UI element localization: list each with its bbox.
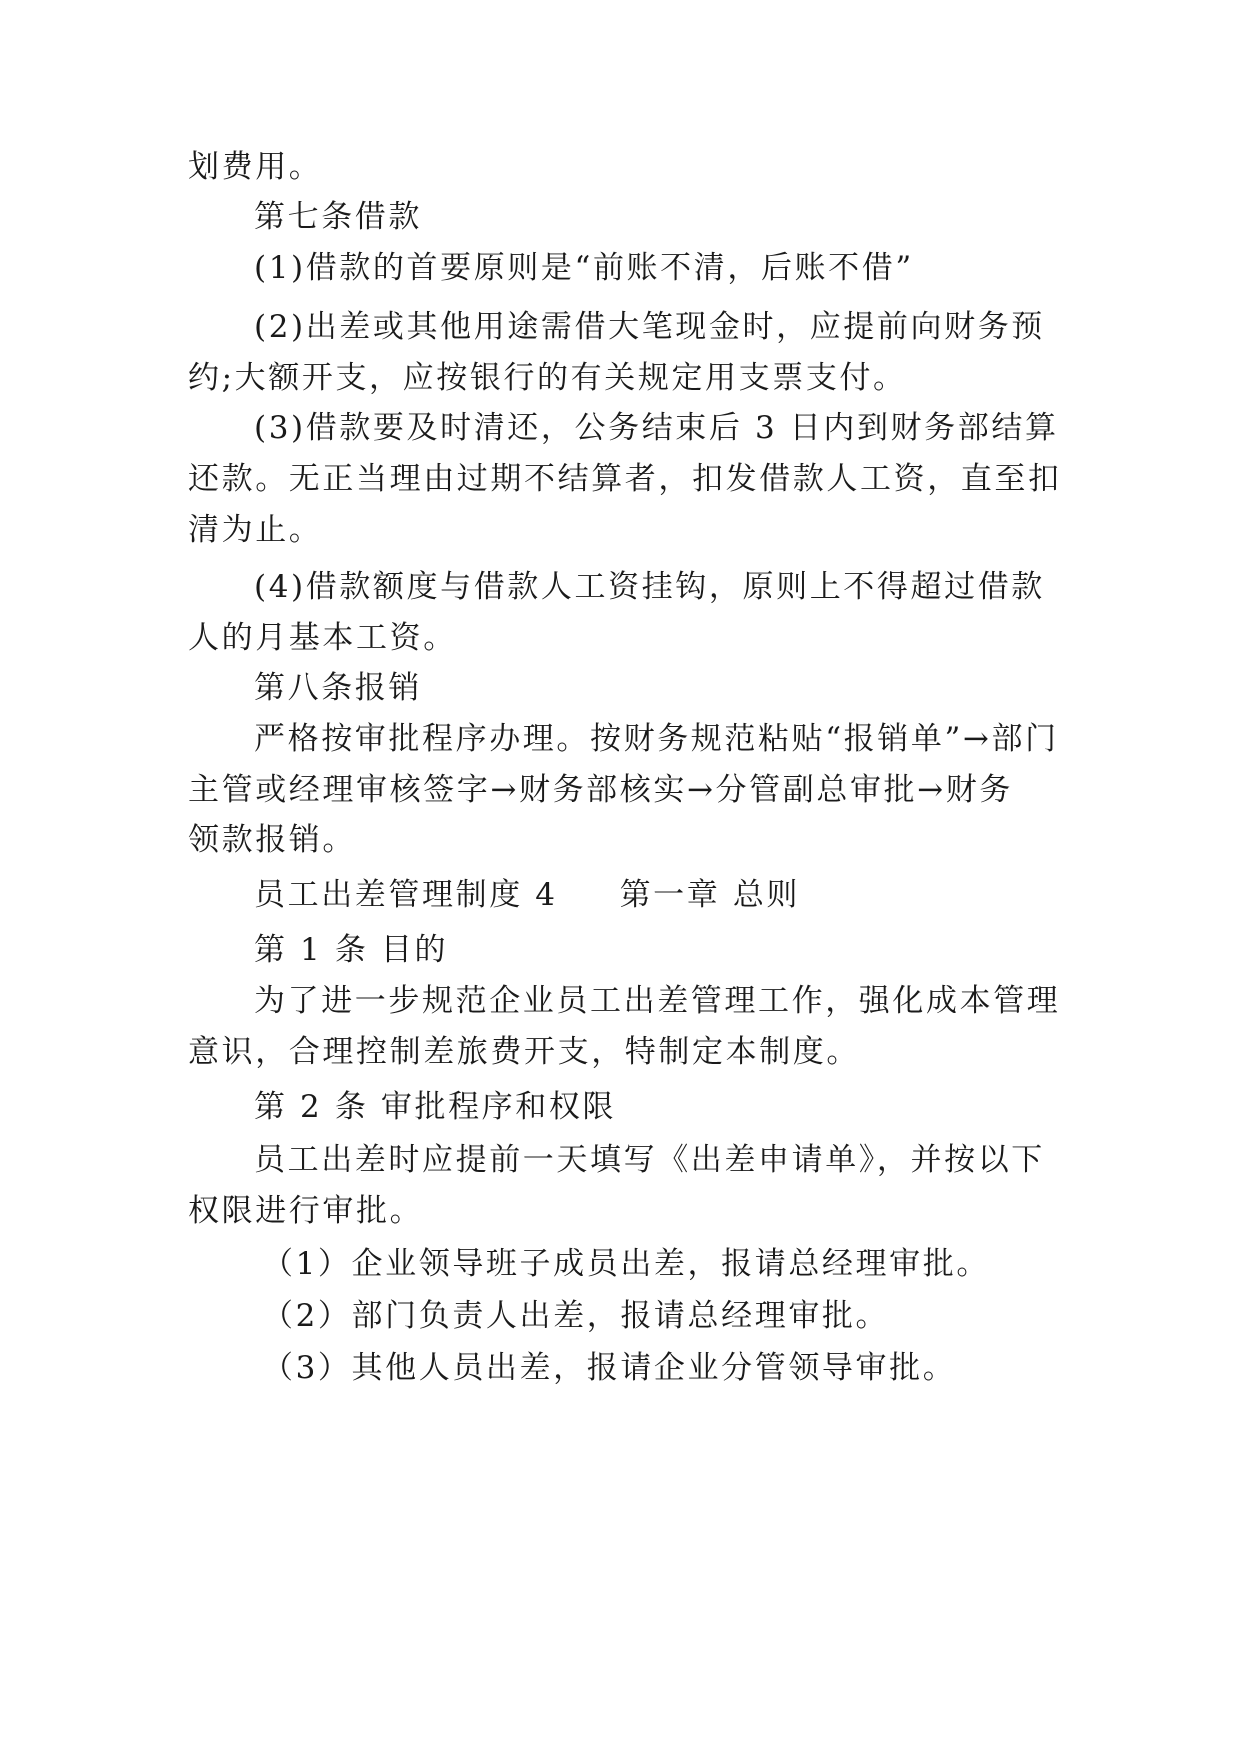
paragraph-line: 清为止。: [188, 512, 323, 548]
paragraph-line: 人的月基本工资。: [188, 620, 457, 656]
document-title: 员工出差管理制度 4: [254, 877, 558, 913]
paragraph-line: 划费用。: [188, 149, 323, 185]
paragraph-line: 还款。无正当理由过期不结算者，扣发借款人工资，直至扣: [188, 461, 1062, 497]
paragraph-line: 权限进行审批。: [188, 1193, 424, 1229]
paragraph-line: 主管或经理审核签字→财务部核实→分管副总审批→财务: [188, 772, 1013, 808]
paragraph-line: 领款报销。: [188, 822, 356, 858]
paragraph-line: 严格按审批程序办理。按财务规范粘贴“报销单”→部门: [254, 721, 1059, 757]
paragraph-line: 意识，合理控制差旅费开支，特制定本制度。: [188, 1034, 860, 1070]
paragraph-line: (4)借款额度与借款人工资挂钩，原则上不得超过借款: [254, 569, 1045, 605]
paragraph-line: 员工出差时应提前一天填写《出差申请单》，并按以下: [254, 1142, 1045, 1178]
section-heading: 第七条借款: [254, 199, 422, 235]
list-item: （1）企业领导班子成员出差，报请总经理审批。: [262, 1246, 990, 1282]
chapter-title: 第一章 总则: [619, 877, 801, 913]
paragraph-line: (2)出差或其他用途需借大笔现金时，应提前向财务预: [254, 309, 1045, 345]
article-heading: 第 2 条 审批程序和权限: [254, 1089, 617, 1125]
paragraph-line: (3)借款要及时清还，公务结束后 3 日内到财务部结算: [254, 410, 1059, 446]
document-heading: [254, 875, 1134, 915]
paragraph-line: 为了进一步规范企业员工出差管理工作，强化成本管理: [254, 983, 1061, 1019]
list-item: （2）部门负责人出差，报请总经理审批。: [262, 1298, 890, 1334]
list-item: （3）其他人员出差，报请企业分管领导审批。: [262, 1350, 957, 1386]
paragraph-line: (1)借款的首要原则是“前账不清，后账不借”: [254, 250, 914, 286]
paragraph-line: 约;大额开支，应按银行的有关规定用支票支付。: [188, 360, 907, 396]
article-heading: 第 1 条 目的: [254, 932, 449, 968]
section-heading: 第八条报销: [254, 670, 422, 706]
